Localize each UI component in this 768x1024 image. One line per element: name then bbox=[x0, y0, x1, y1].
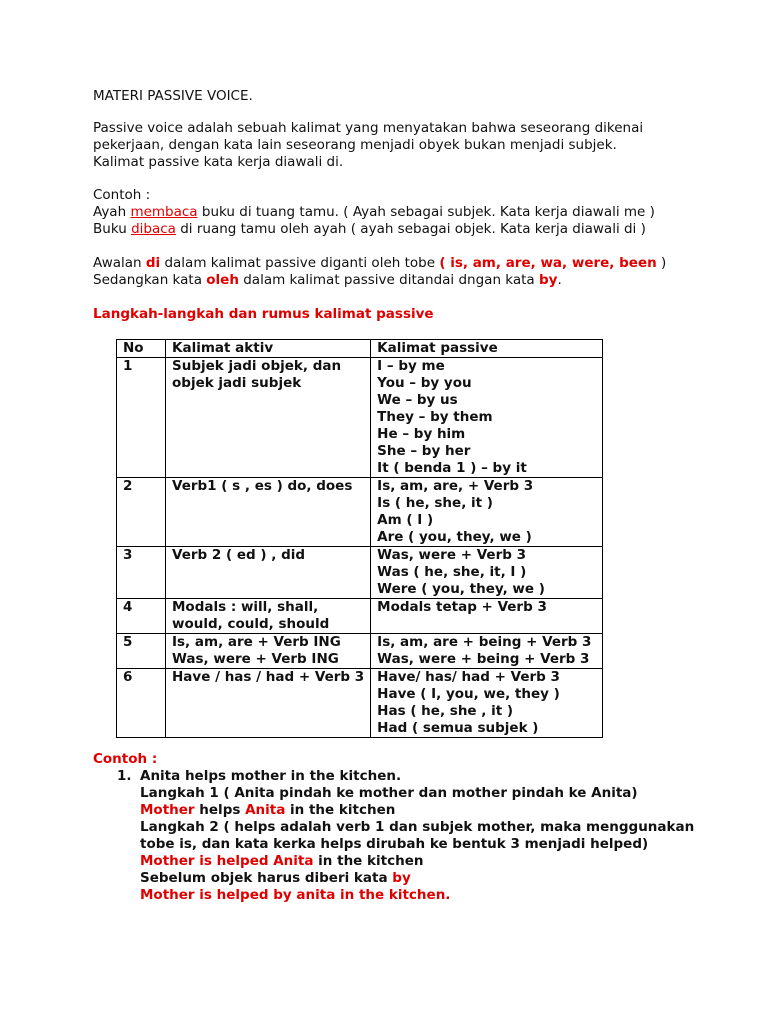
text: buku di tuang tamu. ( Ayah sebagai subjek. Kata kerja diawali me ) bbox=[197, 204, 655, 220]
awalan-line bbox=[93, 255, 666, 272]
cell-passive bbox=[371, 634, 603, 669]
cell-line: objek jadi subjek bbox=[172, 375, 302, 391]
example-line: Anita helps mother in the kitchen. bbox=[140, 768, 402, 784]
example-line: tobe is, dan kata kerka helps dirubah ke bentuk 3 menjadi helped) bbox=[140, 836, 649, 852]
highlight-word: Mother is helped Anita bbox=[140, 853, 314, 869]
cell-no: 5 bbox=[117, 634, 166, 669]
cell-line: Subjek jadi objek, dan bbox=[172, 358, 342, 374]
text: dalam kalimat passive ditandai dngan kata bbox=[238, 272, 539, 288]
text: Buku bbox=[93, 221, 132, 237]
list-number: 1. bbox=[117, 768, 132, 784]
table-header-row bbox=[117, 340, 603, 358]
highlight-word: ( is, am, are, wa, were, been bbox=[439, 255, 657, 271]
cell-line: It ( benda 1 ) – by it bbox=[377, 460, 527, 476]
cell-line: Was ( he, she, it, I ) bbox=[377, 564, 527, 580]
cell-line: Have/ has/ had + Verb 3 bbox=[377, 669, 560, 685]
header-cell: Kalimat aktiv bbox=[166, 340, 371, 358]
cell-no: 6 bbox=[117, 669, 166, 738]
contoh2-label: Contoh : bbox=[93, 751, 158, 767]
text: helps bbox=[194, 802, 246, 818]
contoh-section bbox=[93, 187, 655, 238]
table-row bbox=[117, 547, 603, 599]
example-line: Langkah 2 ( helps adalah verb 1 dan subjek mother, maka menggunakan bbox=[140, 819, 695, 835]
cell-line: They – by them bbox=[377, 409, 493, 425]
cell-aktiv bbox=[166, 358, 371, 478]
example-line bbox=[140, 802, 694, 819]
table-row bbox=[117, 478, 603, 547]
document-title: MATERI PASSIVE VOICE. bbox=[93, 88, 253, 104]
cell-line: Am ( I ) bbox=[377, 512, 434, 528]
cell-no: 4 bbox=[117, 599, 166, 634]
section-heading: Langkah-langkah dan rumus kalimat passive bbox=[93, 306, 434, 322]
cell-line: Verb1 ( s , es ) do, does bbox=[172, 478, 353, 494]
cell-passive bbox=[371, 547, 603, 599]
cell-line: Is ( he, she, it ) bbox=[377, 495, 493, 511]
cell-aktiv bbox=[166, 669, 371, 738]
cell-passive bbox=[371, 599, 603, 634]
text: Sedangkan kata bbox=[93, 272, 207, 288]
cell-line: You – by you bbox=[377, 375, 472, 391]
cell-no: 3 bbox=[117, 547, 166, 599]
cell-line: Was, were + being + Verb 3 bbox=[377, 651, 590, 667]
text: Sebelum objek harus diberi kata bbox=[140, 870, 393, 886]
cell-line: Modals tetap + Verb 3 bbox=[377, 599, 547, 615]
contoh-label: Contoh : bbox=[93, 187, 151, 203]
intro-line: Passive voice adalah sebuah kalimat yang menyatakan bahwa seseorang dikenai bbox=[93, 120, 644, 136]
example-body bbox=[140, 768, 694, 904]
table-row bbox=[117, 599, 603, 634]
cell-line: Are ( you, they, we ) bbox=[377, 529, 532, 545]
cell-aktiv bbox=[166, 634, 371, 669]
cell-aktiv bbox=[166, 547, 371, 599]
awalan-paragraph bbox=[93, 255, 666, 289]
text: dalam kalimat passive diganti oleh tobe bbox=[160, 255, 440, 271]
text: Awalan bbox=[93, 255, 146, 271]
cell-line: Were ( you, they, we ) bbox=[377, 581, 545, 597]
cell-line: would, could, should bbox=[172, 616, 330, 632]
contoh-line-passive bbox=[93, 221, 655, 238]
highlight-word: di bbox=[145, 255, 161, 271]
intro-paragraph bbox=[93, 120, 643, 171]
cell-passive bbox=[371, 478, 603, 547]
header-cell: No bbox=[117, 340, 166, 358]
highlight-word: dibaca bbox=[131, 221, 176, 237]
example-line: Mother is helped by anita in the kitchen. bbox=[140, 887, 451, 903]
cell-line: Is, am, are, + Verb 3 bbox=[377, 478, 534, 494]
cell-line: We – by us bbox=[377, 392, 458, 408]
cell-line: Have / has / had + Verb 3 bbox=[172, 669, 365, 685]
cell-line: Is, am, are + Verb ING bbox=[172, 634, 341, 650]
cell-aktiv bbox=[166, 599, 371, 634]
cell-no: 1 bbox=[117, 358, 166, 478]
sedangkan-line bbox=[93, 272, 666, 289]
cell-line: She – by her bbox=[377, 443, 471, 459]
cell-line: He – by him bbox=[377, 426, 466, 442]
cell-line: Had ( semua subjek ) bbox=[377, 720, 539, 736]
cell-passive bbox=[371, 358, 603, 478]
highlight-word: oleh bbox=[206, 272, 239, 288]
text: di ruang tamu oleh ayah ( ayah sebagai objek. Kata kerja diawali di ) bbox=[175, 221, 646, 237]
cell-line: Have ( I, you, we, they ) bbox=[377, 686, 560, 702]
cell-passive bbox=[371, 669, 603, 738]
header-cell: Kalimat passive bbox=[371, 340, 603, 358]
table-row bbox=[117, 669, 603, 738]
highlight-word: Anita bbox=[245, 802, 286, 818]
cell-aktiv bbox=[166, 478, 371, 547]
cell-line: Has ( he, she , it ) bbox=[377, 703, 514, 719]
table-row bbox=[117, 634, 603, 669]
intro-line: pekerjaan, dengan kata lain seseorang menjadi obyek bukan menjadi subjek. bbox=[93, 137, 617, 153]
text: ) bbox=[656, 255, 667, 271]
cell-line: Was, were + Verb ING bbox=[172, 651, 339, 667]
cell-line: I – by me bbox=[377, 358, 445, 374]
cell-line: Was, were + Verb 3 bbox=[377, 547, 526, 563]
text: . bbox=[557, 272, 562, 288]
example-line bbox=[140, 853, 694, 870]
example-line bbox=[140, 870, 694, 887]
intro-line: Kalimat passive kata kerja diawali di. bbox=[93, 154, 344, 170]
highlight-word: membaca bbox=[130, 204, 198, 220]
contoh-line-active bbox=[93, 204, 655, 221]
highlight-word: by bbox=[392, 870, 411, 886]
highlight-word: by bbox=[539, 272, 558, 288]
highlight-word: Mother bbox=[140, 802, 195, 818]
table-row bbox=[117, 358, 603, 478]
cell-no: 2 bbox=[117, 478, 166, 547]
cell-line: Is, am, are + being + Verb 3 bbox=[377, 634, 592, 650]
text: in the kitchen bbox=[285, 802, 396, 818]
cell-line: Verb 2 ( ed ) , did bbox=[172, 547, 306, 563]
cell-line: Modals : will, shall, bbox=[172, 599, 319, 615]
text: Ayah bbox=[93, 204, 131, 220]
text: in the kitchen bbox=[313, 853, 424, 869]
example-line: Langkah 1 ( Anita pindah ke mother dan mother pindah ke Anita) bbox=[140, 785, 638, 801]
rumus-table bbox=[116, 339, 603, 738]
